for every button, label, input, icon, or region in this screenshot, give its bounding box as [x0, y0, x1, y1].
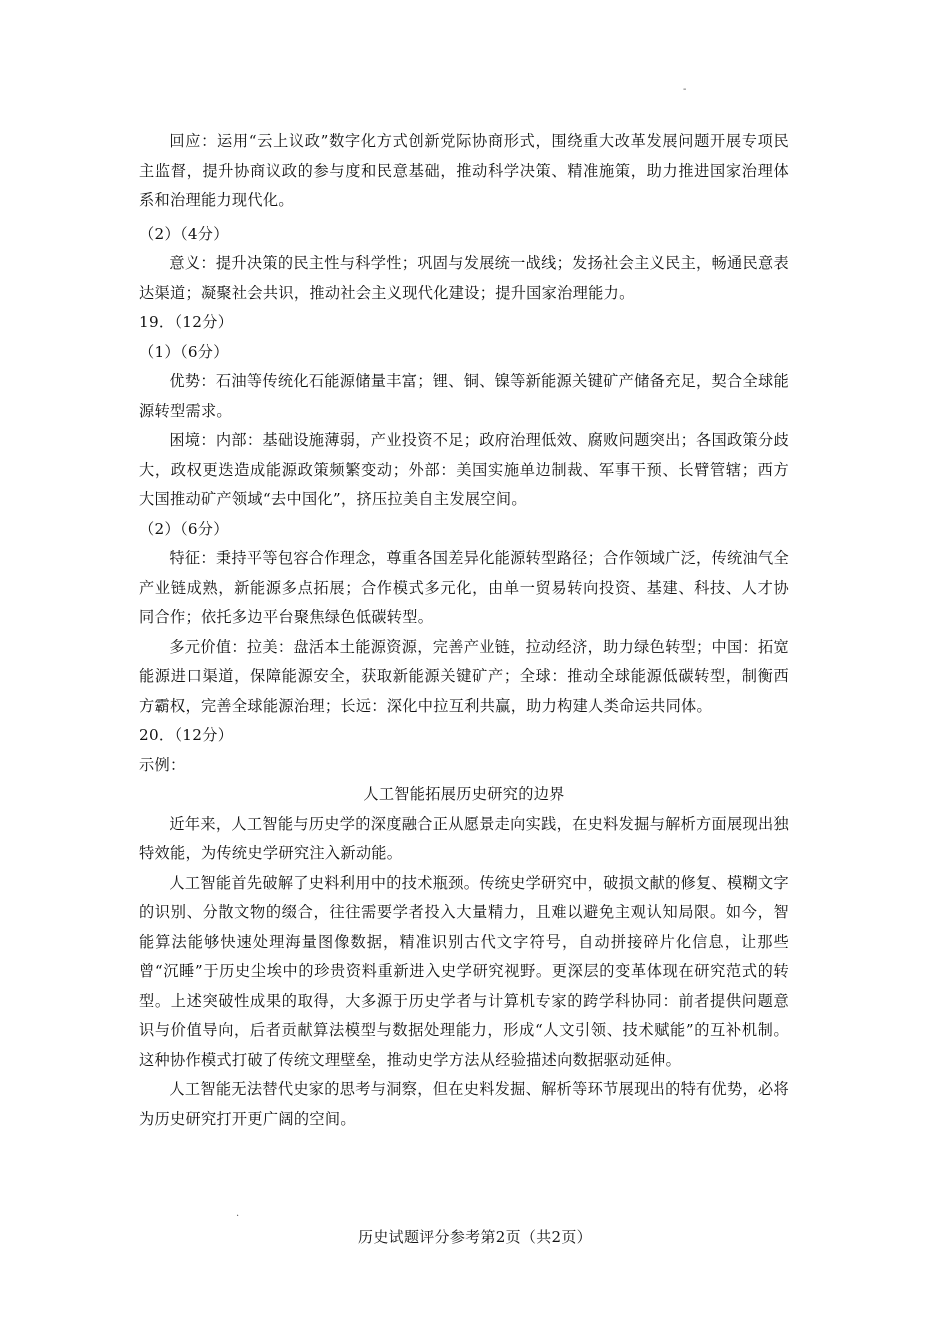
essay-paragraph-conclusion: 人工智能无法替代史家的思考与洞察，但在史料发掘、解析等环节展现出的特有优势，必将为历史研究打开更广阔的空间。 — [139, 1080, 789, 1128]
paragraph-19-2-features: 特征：秉持平等包容合作理念，尊重各国差异化能源转型路径；合作领域广泛，传统油气全产业链成熟，新能源多点拓展；合作模式多元化，由单一贸易转向投资、基建、科技、人才协同合作；依托多边平台聚焦绿色低碳转型。 — [139, 549, 789, 626]
paragraph-19-2-values: 多元价值：拉美：盘活本土能源资源，完善产业链，拉动经济，助力绿色转型；中国：拓宽能源进口渠道，保障能源安全，获取新能源关键矿产；全球：推动全球能源低碳转型，制衡西方霸权，完善全球能源治理；长远：深化中拉互利共赢，助力构建人类命运共同体。 — [139, 637, 789, 715]
essay-paragraph-body: 人工智能首先破解了史料利用中的技术瓶颈。传统史学研究中，破损文献的修复、模糊文字的识别、分散文物的缀合，往往需要学者投入大量精力，且难以避免主观认知局限。如今，智能算法能够快速处理海量图像数据，精准识别古代文字符号，自动拼接碎片化信息，让那些曾“沉睡”于历史尘埃中的珍贵资料重新进入史学研究视野。更深层的变革体现在研究范式的转型。上述突破性成果的取得，大多源于历史学者与计算机专家的跨学科协同：前者提供问题意识与价值导向，后者贡献算法模型与数据处理能力，形成“人文引领、技术赋能”的互补机制。这种协作模式打破了传统文理壁垒，推动史学方法从经验描述向数据驱动延伸。 — [139, 873, 789, 1069]
essay-paragraph-intro: 近年来，人工智能与历史学的深度融合正从愿景走向实践，在史料发掘与解析方面展现出独特效能，为传统史学研究注入新动能。 — [139, 814, 789, 862]
question-19-2-heading: （2）（6分） — [139, 519, 229, 538]
question-18-2-heading: （2）（4分） — [139, 224, 229, 243]
top-mark: - — [683, 84, 687, 95]
example-label: 示例： — [139, 755, 186, 774]
page-footer: 历史试题评分参考第2页（共2页） — [358, 1228, 592, 1246]
paragraph-19-1-difficulties: 困境：内部：基础设施薄弱，产业投资不足；政府治理低效、腐败问题突出；各国政策分歧大，政权更迭造成能源政策频繁变动；外部：美国实施单边制裁、军事干预、长臂管辖；西方大国推动矿产领域“去中国化”，挤压拉美自主发展空间。 — [139, 431, 789, 508]
paragraph-18-2-significance: 意义：提升决策的民主性与科学性；巩固与发展统一战线；发扬社会主义民主，畅通民意表达渠道；凝聚社会共识，推动社会主义现代化建设；提升国家治理能力。 — [139, 254, 789, 302]
paragraph-18-1-response: 回应：运用“云上议政”数字化方式创新党际协商形式，围绕重大改革发展问题开展专项民主监督，提升协商议政的参与度和民意基础，推动科学决策、精准施策，助力推进国家治理体系和治理能力现代化。 — [139, 132, 789, 209]
paragraph-19-1-advantages: 优势：石油等传统化石能源储量丰富；锂、铜、镍等新能源关键矿产储备充足，契合全球能源转型需求。 — [139, 372, 789, 420]
essay-title: 人工智能拓展历史研究的边界 — [363, 785, 565, 803]
question-20-heading: 20．（12分） — [139, 726, 234, 744]
bottom-mark: . — [236, 1208, 240, 1219]
answer-body — [139, 127, 789, 1134]
question-19-1-heading: （1）（6分） — [139, 342, 229, 361]
question-19-heading: 19．（12分） — [139, 313, 234, 331]
